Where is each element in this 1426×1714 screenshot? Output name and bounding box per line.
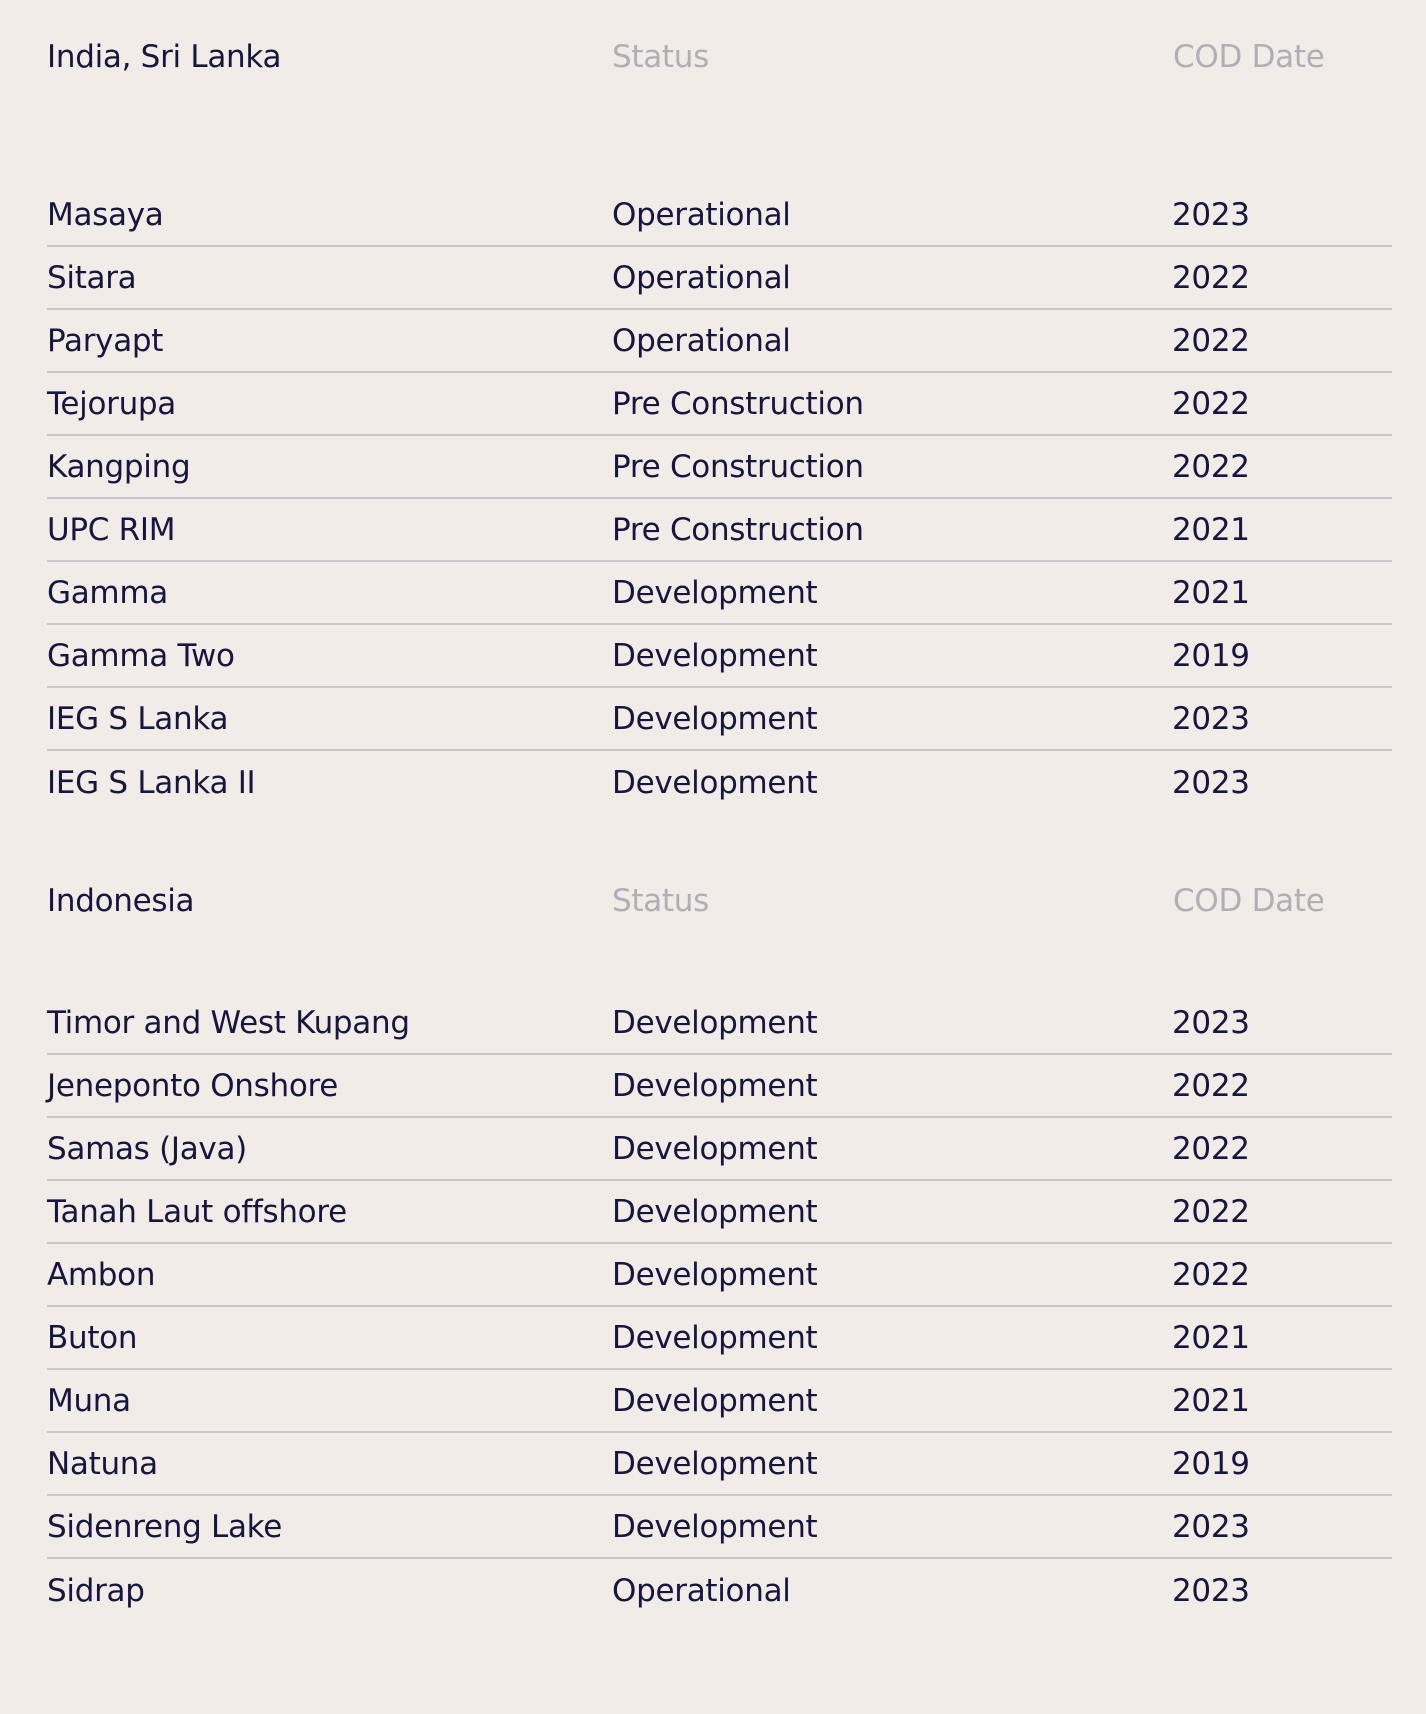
project-cod-date: 2023 [1172,1572,1250,1609]
project-status: Development [612,1256,818,1293]
project-cod-date: 2021 [1172,574,1250,611]
project-status: Development [612,574,818,611]
project-name: Natuna [47,1445,158,1482]
project-name: Paryapt [47,322,164,359]
table-row [47,436,1392,499]
table-row [47,1055,1392,1118]
table-row [47,1370,1392,1433]
project-status: Pre Construction [612,448,864,485]
table-row [47,499,1392,562]
project-status: Development [612,637,818,674]
project-status: Development [612,700,818,737]
project-status: Development [612,764,818,801]
project-status: Pre Construction [612,385,864,422]
table-row [47,1496,1392,1559]
project-status: Development [612,1067,818,1104]
project-status: Development [612,1508,818,1545]
project-status: Operational [612,259,791,296]
project-name: Kangping [47,448,191,485]
project-name: Samas (Java) [47,1130,247,1167]
cod-date-column-header: COD Date [1173,883,1325,919]
table-row [47,1181,1392,1244]
project-name: Tanah Laut offshore [47,1193,347,1230]
table-row [47,625,1392,688]
project-cod-date: 2022 [1172,1067,1250,1104]
project-name: Sitara [47,259,137,296]
table-row [47,1307,1392,1370]
table-row [47,562,1392,625]
project-name: Timor and West Kupang [47,1004,410,1041]
table-row [47,310,1392,373]
project-cod-date: 2022 [1172,1130,1250,1167]
project-name: Muna [47,1382,131,1419]
table-row [47,688,1392,751]
project-name: IEG S Lanka II [47,764,256,801]
table-header [47,32,1392,82]
project-status: Development [612,1004,818,1041]
table-row [47,1118,1392,1181]
table-row [47,1559,1392,1622]
project-name: IEG S Lanka [47,700,229,737]
project-status: Development [612,1382,818,1419]
project-name: Sidenreng Lake [47,1508,282,1545]
project-cod-date: 2022 [1172,1193,1250,1230]
cod-date-column-header: COD Date [1173,39,1325,75]
project-cod-date: 2021 [1172,1382,1250,1419]
table-row [47,992,1392,1055]
table-row [47,373,1392,436]
project-list [47,992,1392,1622]
project-name: Gamma [47,574,168,611]
project-name: Masaya [47,196,164,233]
project-cod-date: 2023 [1172,1508,1250,1545]
project-status: Development [612,1130,818,1167]
section-indonesia [47,876,1392,1622]
project-cod-date: 2022 [1172,259,1250,296]
project-name: Sidrap [47,1572,145,1609]
project-cod-date: 2022 [1172,448,1250,485]
status-column-header: Status [612,39,709,75]
project-status: Development [612,1193,818,1230]
project-cod-date: 2022 [1172,1256,1250,1293]
table-row [47,247,1392,310]
project-status: Development [612,1319,818,1356]
table-row [47,1244,1392,1307]
project-name: Ambon [47,1256,156,1293]
project-status: Operational [612,1572,791,1609]
project-status: Operational [612,322,791,359]
project-cod-date: 2019 [1172,637,1250,674]
project-cod-date: 2023 [1172,700,1250,737]
project-cod-date: 2021 [1172,511,1250,548]
table-row [47,184,1392,247]
project-list [47,184,1392,814]
project-status: Operational [612,196,791,233]
project-name: Gamma Two [47,637,235,674]
project-name: Jeneponto Onshore [47,1067,339,1104]
table-row [47,751,1392,814]
status-column-header: Status [612,883,709,919]
region-heading: Indonesia [47,883,195,919]
project-status: Development [612,1445,818,1482]
project-name: UPC RIM [47,511,176,548]
project-name: Buton [47,1319,138,1356]
section-india-sri-lanka [47,32,1392,814]
project-cod-date: 2022 [1172,322,1250,359]
region-heading: India, Sri Lanka [47,39,282,75]
project-name: Tejorupa [47,385,176,422]
project-cod-date: 2023 [1172,764,1250,801]
project-cod-date: 2023 [1172,1004,1250,1041]
table-header [47,876,1392,926]
project-status: Pre Construction [612,511,864,548]
project-cod-date: 2022 [1172,385,1250,422]
project-cod-date: 2023 [1172,196,1250,233]
project-cod-date: 2019 [1172,1445,1250,1482]
project-cod-date: 2021 [1172,1319,1250,1356]
table-row [47,1433,1392,1496]
